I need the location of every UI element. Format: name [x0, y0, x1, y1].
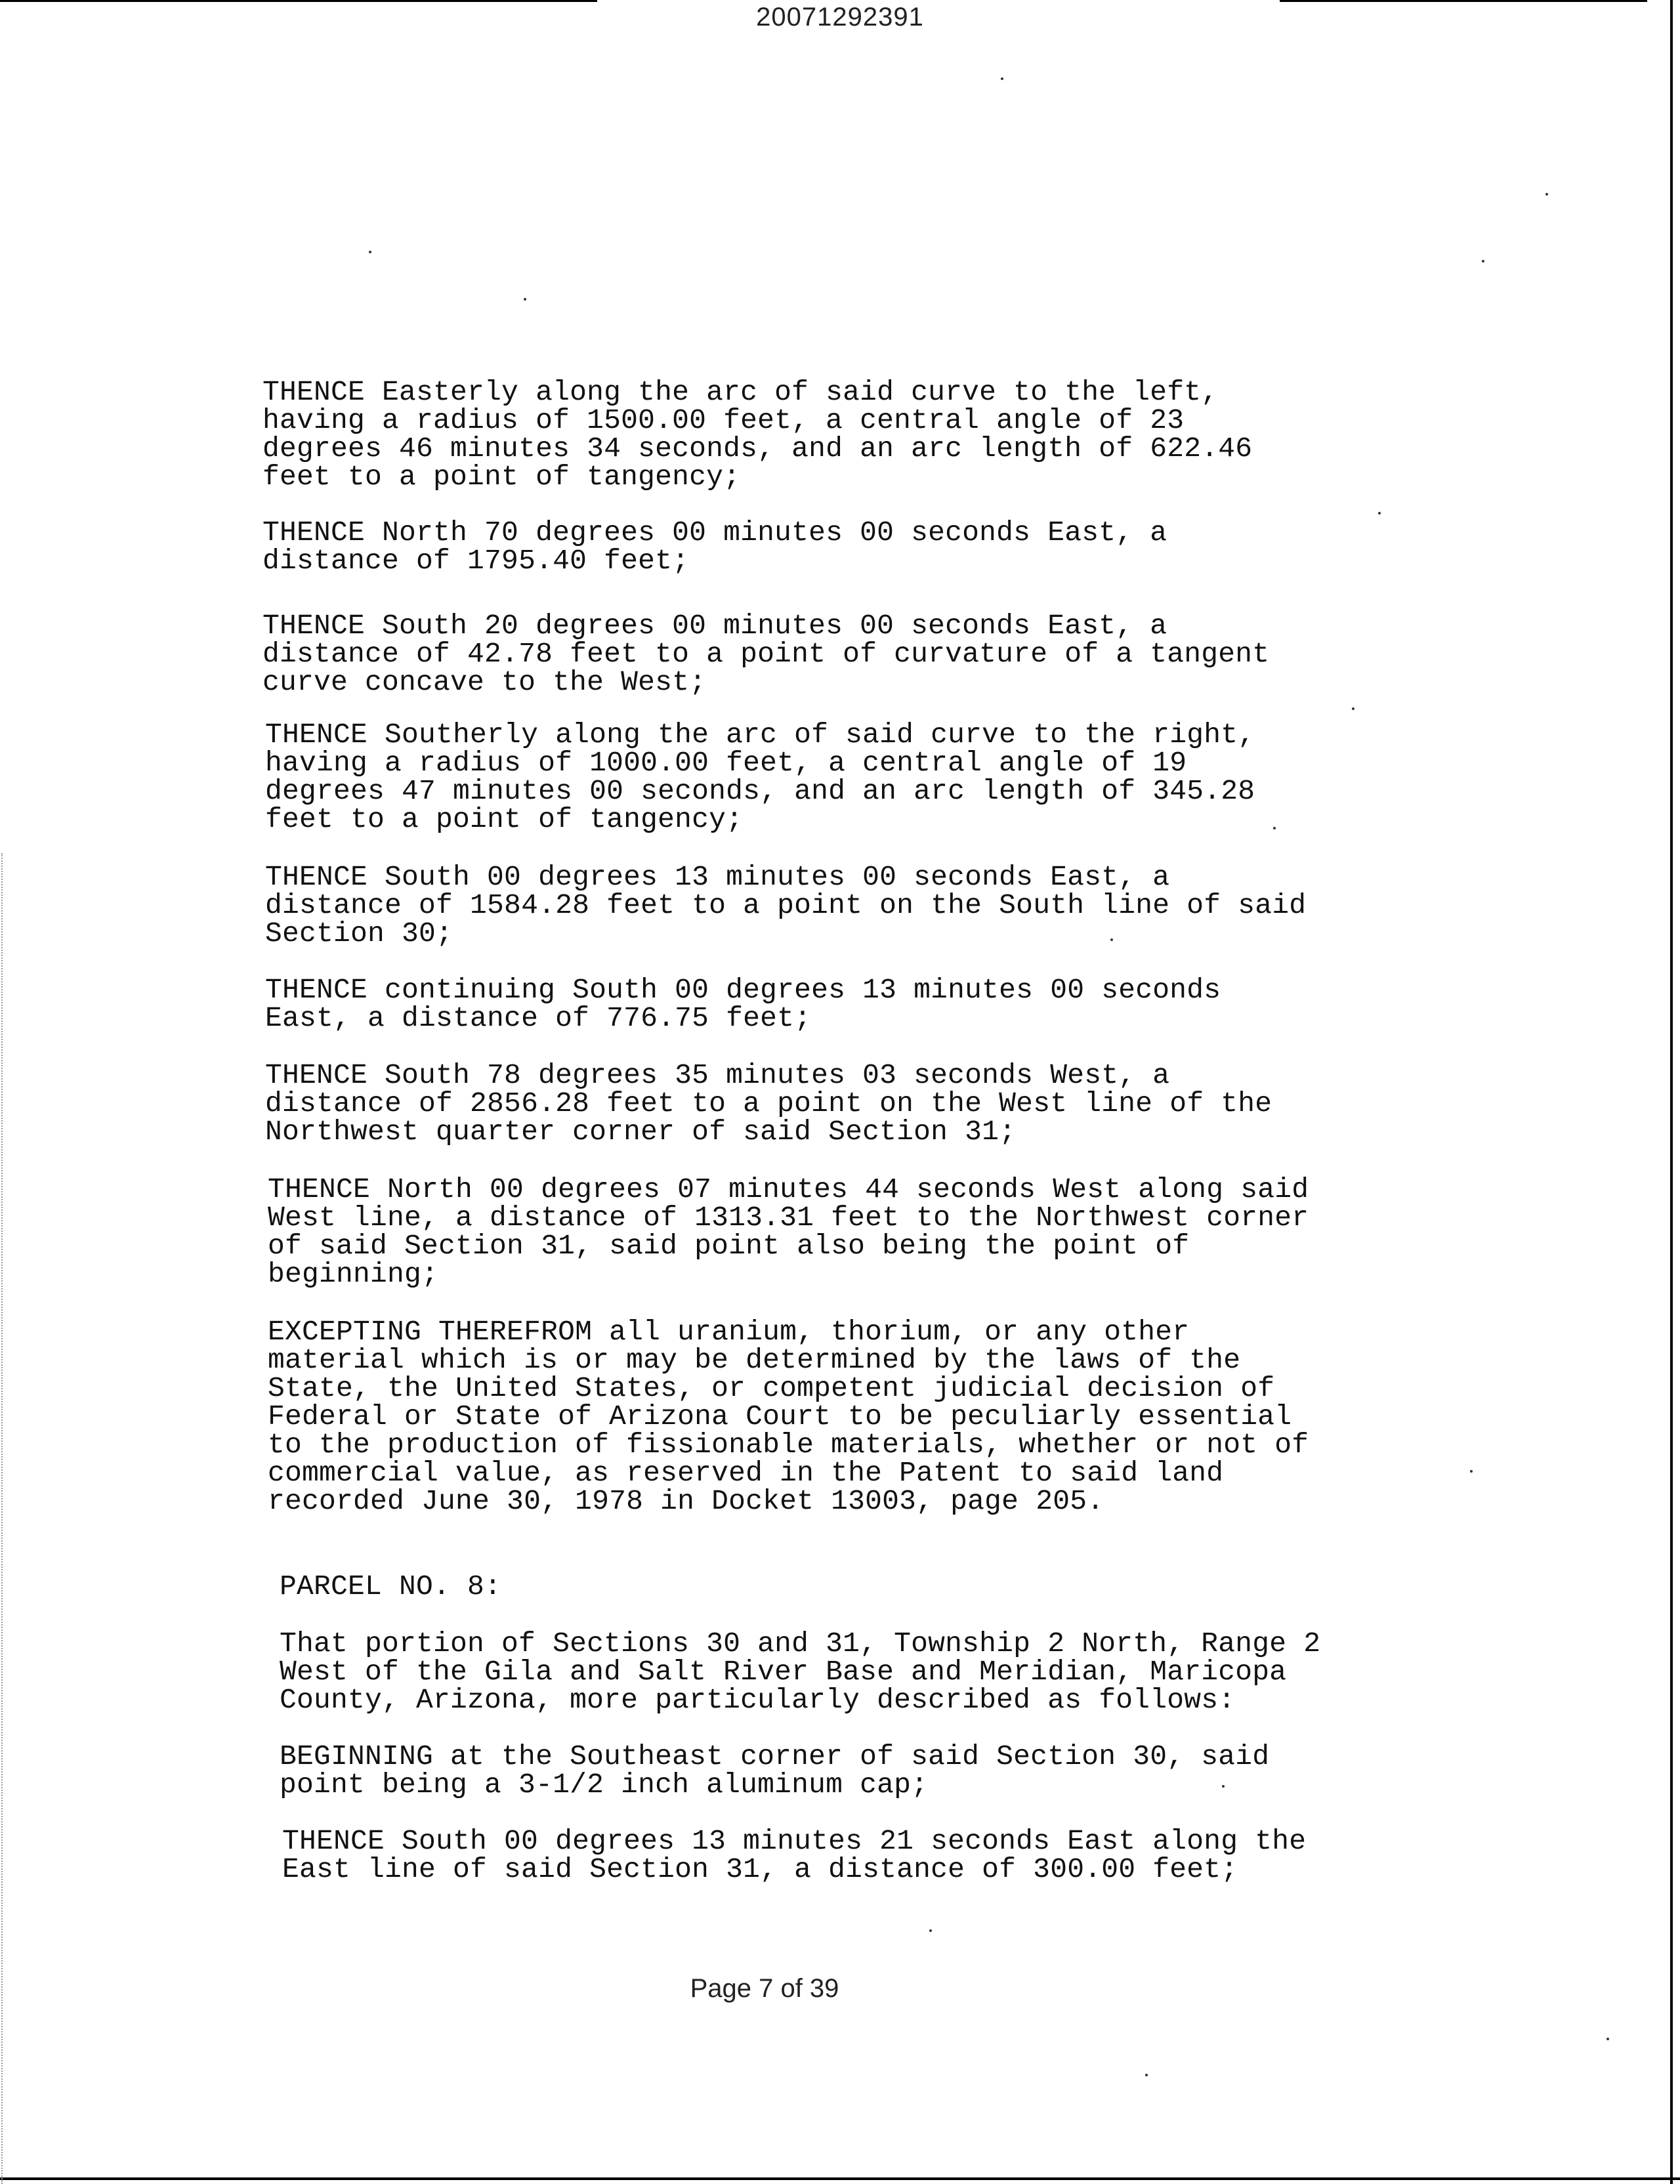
scan-speck: [1273, 827, 1276, 830]
scan-border-right: [1670, 0, 1673, 2184]
scan-speck: [1606, 2038, 1609, 2040]
scan-speck: [369, 251, 371, 253]
paragraph-thence-southerly: THENCE Southerly along the arc of said curve to the right, having a radius of 1000.00 feet, a central angle of 19 degrees 47 minutes 00 seconds, and an arc length of 345.28 feet to a point of tangency;: [265, 719, 1255, 835]
paragraph-parcel-description: That portion of Sections 30 and 31, Township 2 North, Range 2 West of the Gila and Salt River Base and Meridian, Maricopa County, Arizona, more particularly described as follows:: [280, 1628, 1321, 1716]
scan-speck: [1482, 260, 1484, 262]
page-footer: Page 7 of 39: [690, 1974, 839, 2003]
paragraph-thence-north-70: THENCE North 70 degrees 00 minutes 00 seconds East, a distance of 1795.40 feet;: [262, 516, 1167, 577]
paragraph-excepting-therefrom: EXCEPTING THEREFROM all uranium, thorium, or any other material which is or may be determined by the laws of the State, the United States, or competent judicial decision of Federal or State of Arizona Court to be peculiarly essential to the production of fissionable materials, whether or not of commercial value, as reserved in the Patent to said land recorded June 30, 1978 in Docket 13003, page 205.: [268, 1316, 1309, 1517]
paragraph-thence-south-78: THENCE South 78 degrees 35 minutes 03 seconds West, a distance of 2856.28 feet to a point on the West line of the Northwest quarter corner of said Section 31;: [265, 1059, 1272, 1148]
scan-speck: [1145, 2074, 1148, 2076]
paragraph-thence-easterly: THENCE Easterly along the arc of said curve to the left, having a radius of 1500.00 feet, a central angle of 23 degrees 46 minutes 34 seconds, and an arc length of 622.46 feet to a point of tangency;: [262, 376, 1253, 493]
paragraph-thence-south-00-13: THENCE South 00 degrees 13 minutes 00 seconds East, a distance of 1584.28 feet to a point on the South line of said Section 30;: [265, 861, 1307, 950]
paragraph-thence-south-20: THENCE South 20 degrees 00 minutes 00 seconds East, a distance of 42.78 feet to a point of curvature of a tangent curve concave to the West;: [262, 610, 1270, 698]
document-number: 20071292391: [756, 3, 924, 32]
scan-border-top-right: [1280, 0, 1647, 2]
paragraph-beginning: BEGINNING at the Southeast corner of said Section 30, said point being a 3-1/2 inch aluminum cap;: [280, 1740, 1270, 1801]
scan-speck: [1545, 193, 1548, 196]
scan-speck: [1110, 938, 1113, 941]
parcel-heading: PARCEL NO. 8:: [280, 1570, 502, 1603]
scan-border-bottom: [0, 2177, 1680, 2180]
paragraph-thence-south-00-21: THENCE South 00 degrees 13 minutes 21 seconds East along the East line of said Section 31, a distance of 300.00 feet;: [282, 1825, 1307, 1885]
scan-speck: [1378, 512, 1381, 514]
scan-border-top: [0, 0, 597, 2]
scan-speck: [524, 298, 526, 301]
scan-speck: [1001, 77, 1003, 80]
scan-speck: [1222, 1785, 1225, 1788]
scan-speck: [1352, 707, 1354, 710]
scan-speck: [1470, 1470, 1473, 1473]
paragraph-thence-continuing-south: THENCE continuing South 00 degrees 13 minutes 00 seconds East, a distance of 776.75 feet;: [265, 974, 1221, 1034]
paragraph-thence-north-00-07: THENCE North 00 degrees 07 minutes 44 seconds West along said West line, a distance of 1313.31 feet to the Northwest corner of said Section 31, said point also being the point of beginning;: [268, 1173, 1309, 1290]
scan-speck: [929, 1929, 932, 1932]
